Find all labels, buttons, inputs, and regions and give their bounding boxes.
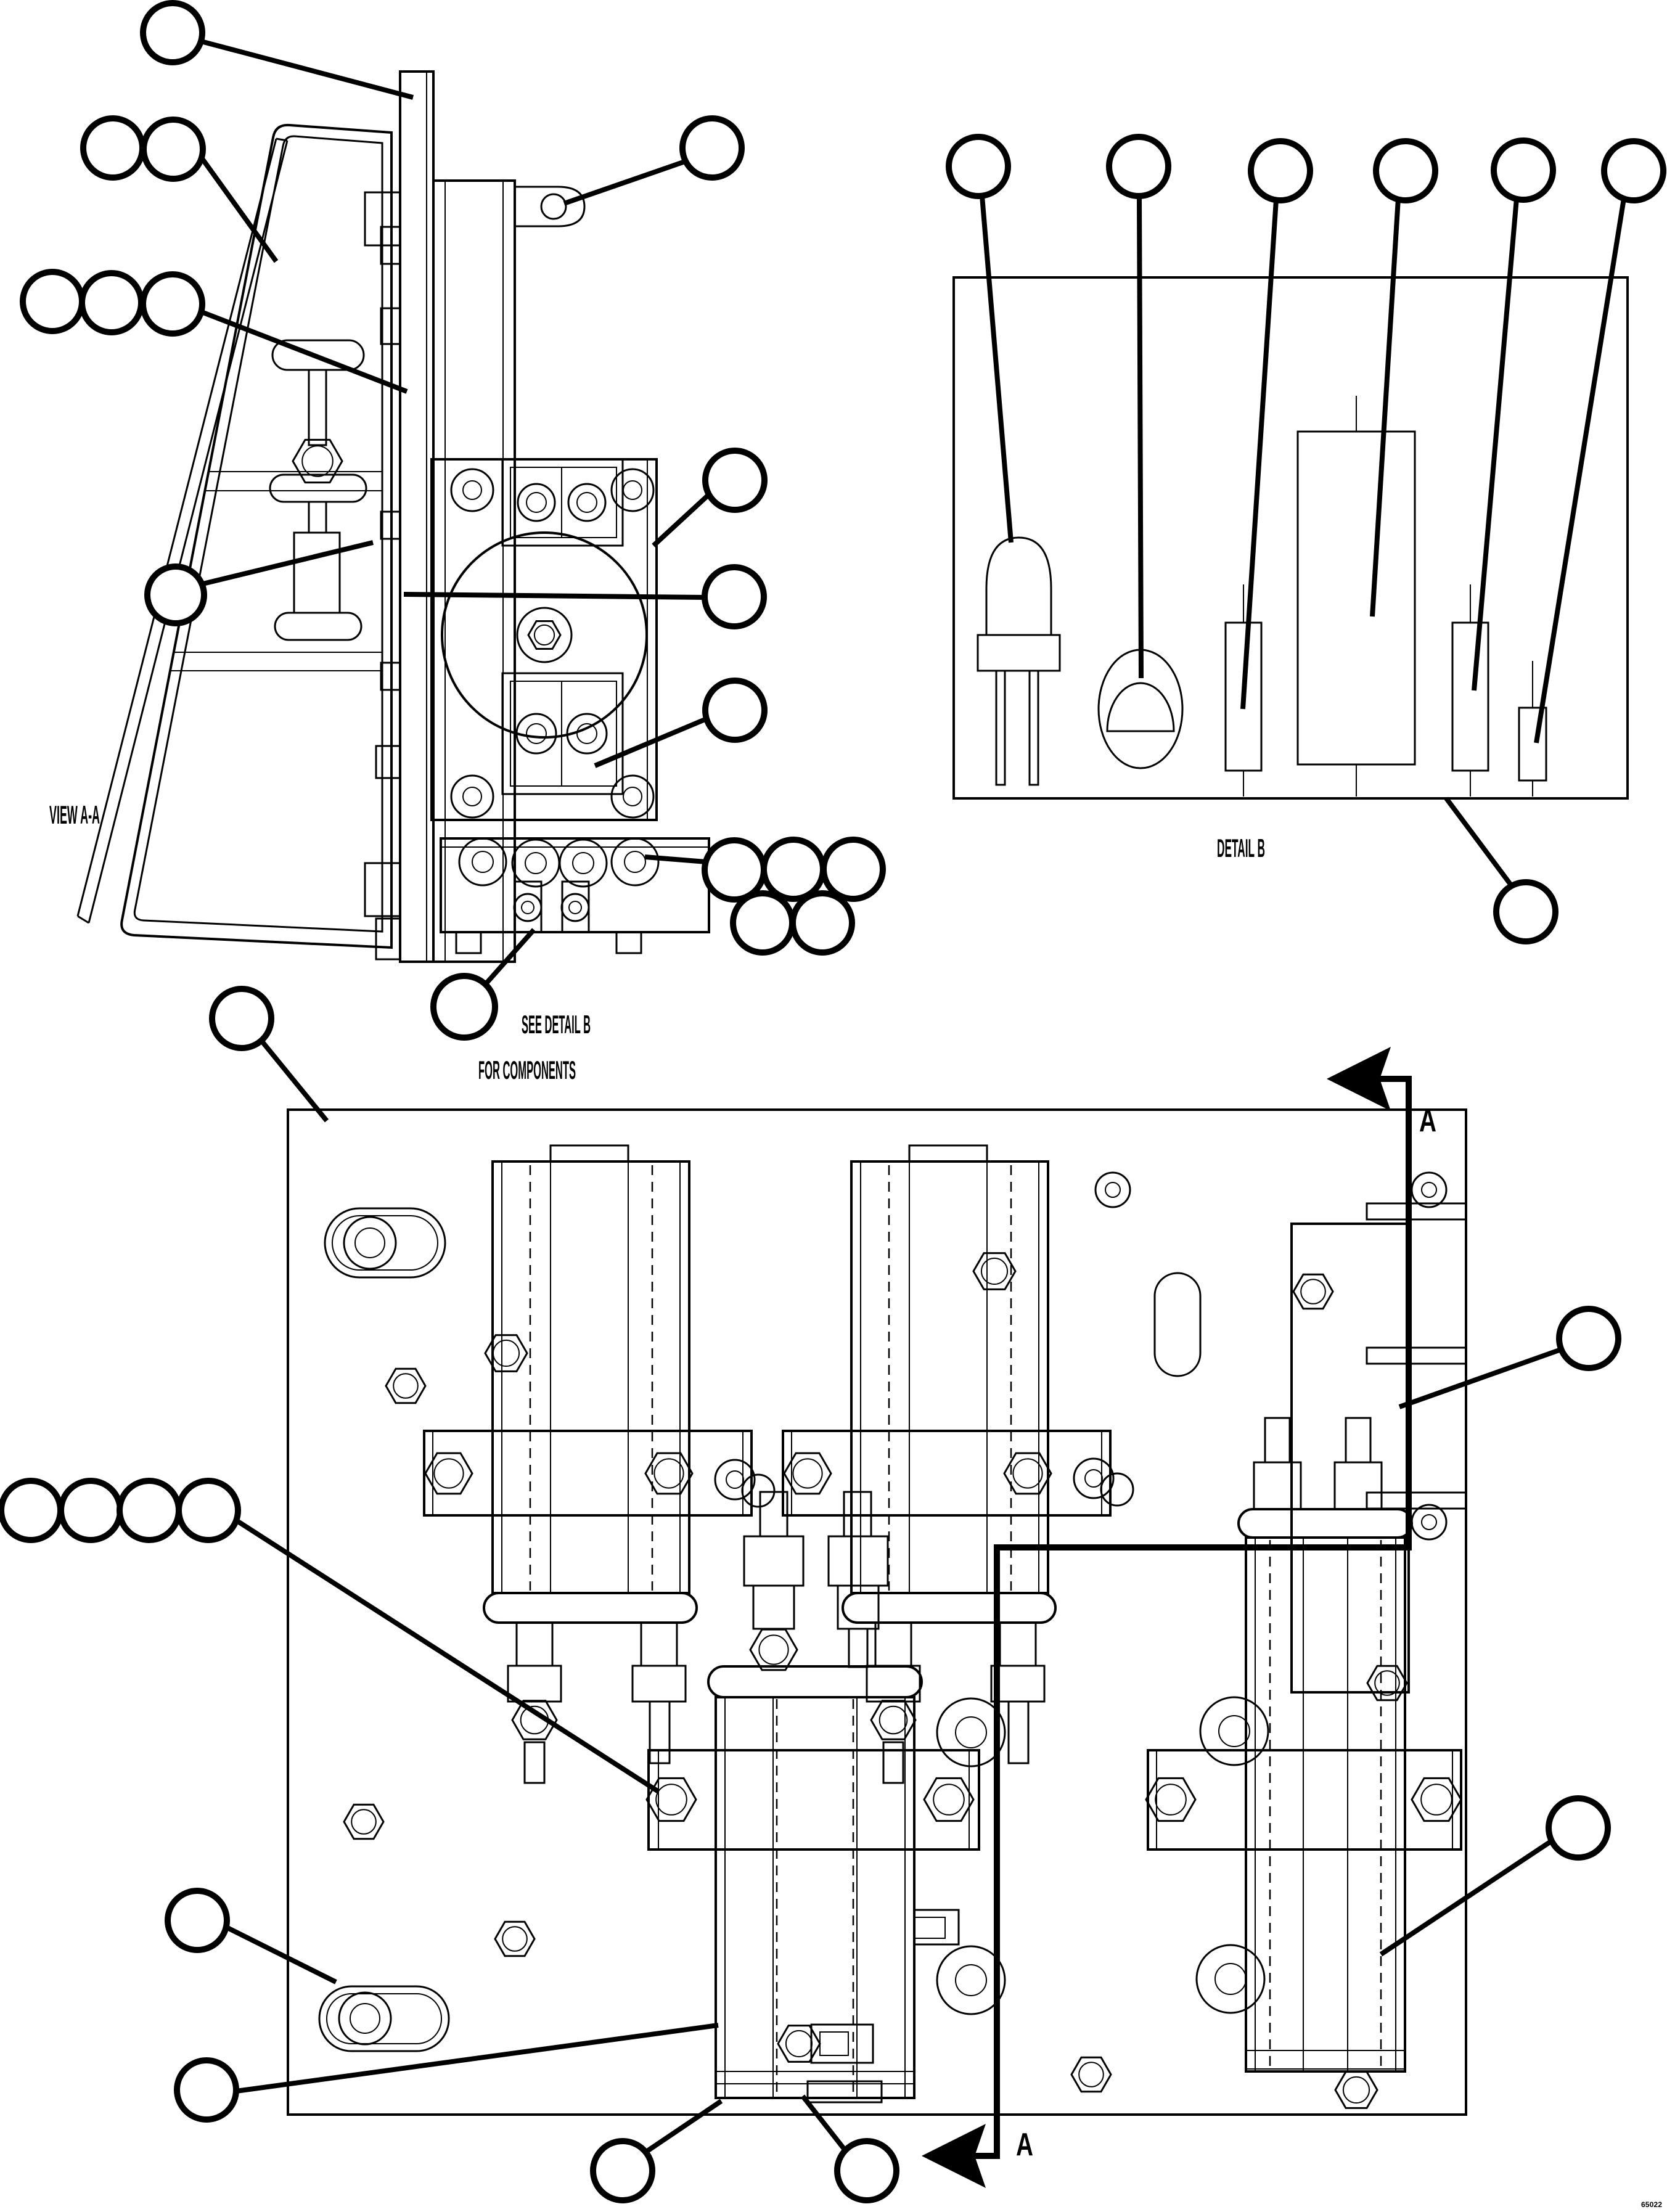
led-component: [978, 538, 1060, 785]
callout-balloon: [147, 567, 204, 623]
hex-bolt-circle: [393, 1374, 418, 1398]
hex-bolt-circle: [656, 1784, 687, 1815]
bottom-port-inner: [820, 2032, 848, 2055]
washer: [270, 475, 366, 502]
plate-notch: [376, 919, 400, 959]
cylinder-body: [716, 1697, 914, 2098]
hex-bolt-circle: [434, 1459, 463, 1488]
mounting-bracket: [783, 1431, 1110, 1515]
hex-bolt-circle: [535, 625, 554, 645]
callout-balloon: [837, 2141, 896, 2200]
screw-hole: [562, 894, 589, 921]
screw-hole: [1412, 1505, 1446, 1539]
hex-bolt-circle: [502, 1927, 527, 1951]
strip-foot: [616, 932, 641, 953]
callout-balloon: [1496, 882, 1555, 941]
section-letter-top: A: [1419, 1103, 1436, 1139]
screw-hole-inner: [956, 1965, 986, 1996]
cylinder-cap: [909, 1145, 987, 1161]
mounting-bracket: [424, 1431, 752, 1515]
leader-line: [1139, 196, 1141, 678]
cylinder-wall-lines: [502, 1161, 680, 1593]
cylinder-wall-lines: [716, 1697, 914, 2098]
hex-bolt-circle: [1013, 1459, 1042, 1488]
led-flange: [978, 635, 1060, 671]
leader-line: [645, 857, 706, 862]
screw-hole-inner: [573, 853, 594, 874]
end-ring: [1239, 1509, 1412, 1538]
screw-hole: [1200, 1697, 1268, 1765]
leader-line: [1372, 199, 1398, 616]
callout-balloon: [83, 118, 142, 178]
screw-hole: [541, 194, 566, 219]
see-detail-label-line2: FOR COMPONENTS: [478, 1055, 576, 1084]
hex-bolt-circle: [880, 1706, 907, 1734]
callout-balloon: [177, 2060, 236, 2120]
hex-bolt-circle: [1421, 1784, 1452, 1815]
section-letter-bottom: A: [1016, 2127, 1033, 2163]
view-aa-label: VIEW A-A: [49, 800, 100, 829]
leader-line: [485, 930, 534, 985]
screw-hole: [1197, 1945, 1264, 2013]
end-ring: [843, 1593, 1055, 1623]
bracket-end-lines: [1157, 1750, 1452, 1849]
end-ring: [708, 1666, 922, 1697]
callout-balloon: [61, 1481, 120, 1540]
screw-hole-inner: [525, 853, 546, 874]
bracket-end-lines: [792, 1431, 1102, 1515]
screw-hole-inner: [463, 481, 481, 499]
fuse-holder: [515, 882, 541, 932]
detail-b-label: DETAIL B: [1217, 834, 1265, 862]
hex-bolt-circle: [1301, 1279, 1325, 1304]
screw-hole: [612, 838, 658, 885]
cylinder-assembly-4: [1148, 1418, 1461, 2071]
screw-hole: [715, 1460, 755, 1499]
screw-hole: [451, 469, 493, 511]
screw-hole-inner: [526, 493, 546, 512]
cylinder-body: [851, 1161, 1048, 1593]
bolt-stack-lower: [275, 502, 361, 640]
side-port: [914, 1910, 959, 1944]
leader-line: [236, 2025, 718, 2091]
hex-bolt-circle: [351, 1809, 376, 1834]
screw-hole-inner: [569, 901, 581, 914]
callout-balloon: [1376, 141, 1435, 200]
callout-balloon: [1559, 1309, 1618, 1368]
hex-bolt-circle: [493, 1340, 519, 1366]
see-detail-label-line1: SEE DETAIL B: [522, 1010, 591, 1039]
capacitor-inner: [1107, 683, 1174, 731]
cylinder-assembly-1: [424, 1145, 752, 1783]
screw-hole-inner: [1422, 1182, 1436, 1197]
view-aa-assembly: [78, 72, 709, 962]
side-port-inner: [914, 1917, 945, 1938]
bolt-shank: [309, 370, 326, 445]
screw-hole: [517, 608, 571, 662]
callout-balloon: [212, 989, 271, 1048]
plate-tab: [1367, 1348, 1466, 1364]
screw-hole: [339, 1993, 391, 2044]
screw-hole: [451, 776, 493, 817]
hex-bolt-circle: [793, 1459, 822, 1488]
callout-balloon: [82, 273, 141, 332]
leader-line: [226, 1927, 336, 1982]
callout-balloon: [764, 840, 823, 899]
screw-hole-inner: [577, 493, 597, 512]
hex-bolt-circle: [654, 1459, 683, 1488]
screw-hole-inner: [1215, 1964, 1246, 1994]
oval-slot: [1155, 1273, 1200, 1376]
plate-tab: [1367, 1203, 1466, 1219]
screw-hole: [1074, 1459, 1113, 1498]
callout-balloon: [143, 274, 202, 334]
mounting-tab: [515, 187, 584, 226]
valve-stems: [744, 1492, 888, 1667]
hex-bolt-circle: [1079, 2062, 1104, 2087]
screw-hole-inner: [526, 724, 546, 743]
mounting-plate-edge: [400, 72, 433, 962]
relay-block: [432, 459, 657, 820]
hex-bolt-circle: [786, 2031, 812, 2057]
callout-balloon: [179, 1481, 238, 1540]
leader-line: [653, 494, 709, 546]
callout-balloon: [1251, 141, 1310, 200]
leader-line: [203, 543, 373, 584]
bolt-stack-upper: [270, 340, 366, 502]
cylinder-body: [493, 1161, 689, 1593]
leader-line: [1243, 200, 1276, 709]
cylinder-cap: [551, 1145, 628, 1161]
leader-line: [982, 196, 1011, 543]
callout-balloon: [705, 451, 764, 510]
callout-balloon: [733, 893, 792, 952]
screw-hole-inner: [956, 1717, 986, 1748]
hex-bolt-circle: [759, 1635, 788, 1664]
panel-plan-view: [288, 1047, 1466, 2188]
relay-case: [1298, 432, 1415, 764]
terminal-strip: [441, 838, 709, 953]
callout-balloon: [793, 893, 852, 952]
leader-line: [1399, 1350, 1561, 1407]
screw-hole-inner: [472, 851, 493, 872]
screw-hole-inner: [463, 787, 481, 806]
leader-line: [1446, 798, 1512, 886]
panel-outline: [288, 1110, 1466, 2115]
leader-line: [1474, 199, 1517, 690]
end-ring: [484, 1593, 697, 1623]
callout-balloon: [593, 2141, 652, 2200]
relay-component: [1298, 396, 1415, 797]
blank-plate: [1292, 1224, 1409, 1692]
screw-hole-inner: [625, 851, 645, 872]
callout-balloon: [1109, 137, 1168, 196]
screw-hole: [517, 714, 556, 753]
hex-bolt-circle: [933, 1784, 964, 1815]
bracket-end-lines: [433, 1431, 743, 1515]
hex-fasteners: [293, 440, 1461, 2108]
plate-notch: [376, 746, 400, 778]
leader-line: [564, 162, 685, 203]
fuse-holder: [562, 882, 589, 932]
screw-hole-inner: [1105, 1182, 1120, 1197]
screw-hole-inner: [1085, 1470, 1102, 1487]
resistor-body: [1452, 623, 1488, 771]
callout-balloon: [705, 840, 764, 899]
leader-line: [236, 1520, 658, 1792]
spacer-block: [294, 533, 340, 613]
screw-hole-inner: [350, 2004, 380, 2033]
leader-line: [595, 719, 707, 766]
screw-hole: [742, 1475, 774, 1507]
washer: [275, 613, 361, 640]
screw-hole: [1101, 1473, 1133, 1505]
detail-b-view: [954, 277, 1628, 798]
screw-hole-inner: [623, 481, 642, 499]
corner-mark: 65022: [1641, 2200, 1663, 2209]
hex-bolt-circle: [1155, 1784, 1186, 1815]
bracket-end-lines: [658, 1750, 969, 1849]
detail-b-box: [954, 277, 1628, 798]
meter-housing-outline: [121, 125, 391, 948]
leader-line: [803, 2096, 845, 2150]
screw-hole: [568, 484, 605, 521]
cylinder-assembly-3: [649, 1492, 979, 2102]
callout-balloon: [705, 681, 764, 740]
strip-foot: [456, 932, 481, 953]
callout-balloon: [705, 567, 764, 626]
section-line: [928, 1079, 1409, 2156]
centerlines: [530, 1165, 1381, 2095]
led-dome: [986, 538, 1051, 635]
bolt-shank: [309, 502, 326, 533]
callout-balloon: [824, 840, 883, 899]
section-arrows: [922, 1047, 1391, 2188]
screw-hole: [344, 1217, 396, 1269]
leader-line: [404, 594, 705, 597]
mounting-bracket: [649, 1750, 979, 1849]
leader-line: [645, 2101, 721, 2152]
screw-hole-inner: [1422, 1515, 1436, 1530]
screw-hole-inner: [522, 901, 534, 914]
callout-balloon: [1549, 1798, 1608, 1858]
led-leg: [996, 671, 1005, 785]
cylinder-assembly-2: [783, 1145, 1110, 1783]
screw-hole-inner: [623, 787, 642, 806]
callout-balloon: [143, 3, 202, 62]
leader-line: [1536, 199, 1624, 743]
screw-hole: [518, 484, 555, 521]
callout-balloon: [682, 118, 742, 178]
callout-balloon: [1604, 141, 1663, 200]
screw-hole-inner: [355, 1228, 385, 1258]
hex-bolt-circle: [981, 1258, 1007, 1284]
leader-line: [201, 41, 413, 97]
screw-hole: [1096, 1173, 1130, 1207]
screw-hole: [514, 894, 541, 921]
screw-hole: [1412, 1173, 1446, 1207]
callout-balloon: [168, 1891, 227, 1950]
screw-hole: [459, 838, 506, 885]
callout-balloon: [144, 120, 203, 179]
callout-balloons: [1, 3, 1663, 2200]
hex-bolt-circle: [1343, 2077, 1369, 2103]
callout-balloon: [949, 137, 1008, 196]
callout-balloon: [1494, 141, 1553, 200]
screw-holes: [339, 194, 1446, 2044]
led-leg: [1030, 671, 1038, 785]
screw-hole-inner: [726, 1471, 743, 1488]
diode-component: [1519, 661, 1546, 797]
meter-bezel-edge: [78, 139, 287, 923]
cylinder-wall-lines: [861, 1161, 1039, 1593]
callout-balloon: [23, 272, 82, 331]
valve-stems: [1254, 1418, 1382, 1509]
callout-balloon: [433, 976, 495, 1038]
callout-balloon: [1, 1481, 60, 1540]
callout-balloon: [120, 1481, 179, 1540]
